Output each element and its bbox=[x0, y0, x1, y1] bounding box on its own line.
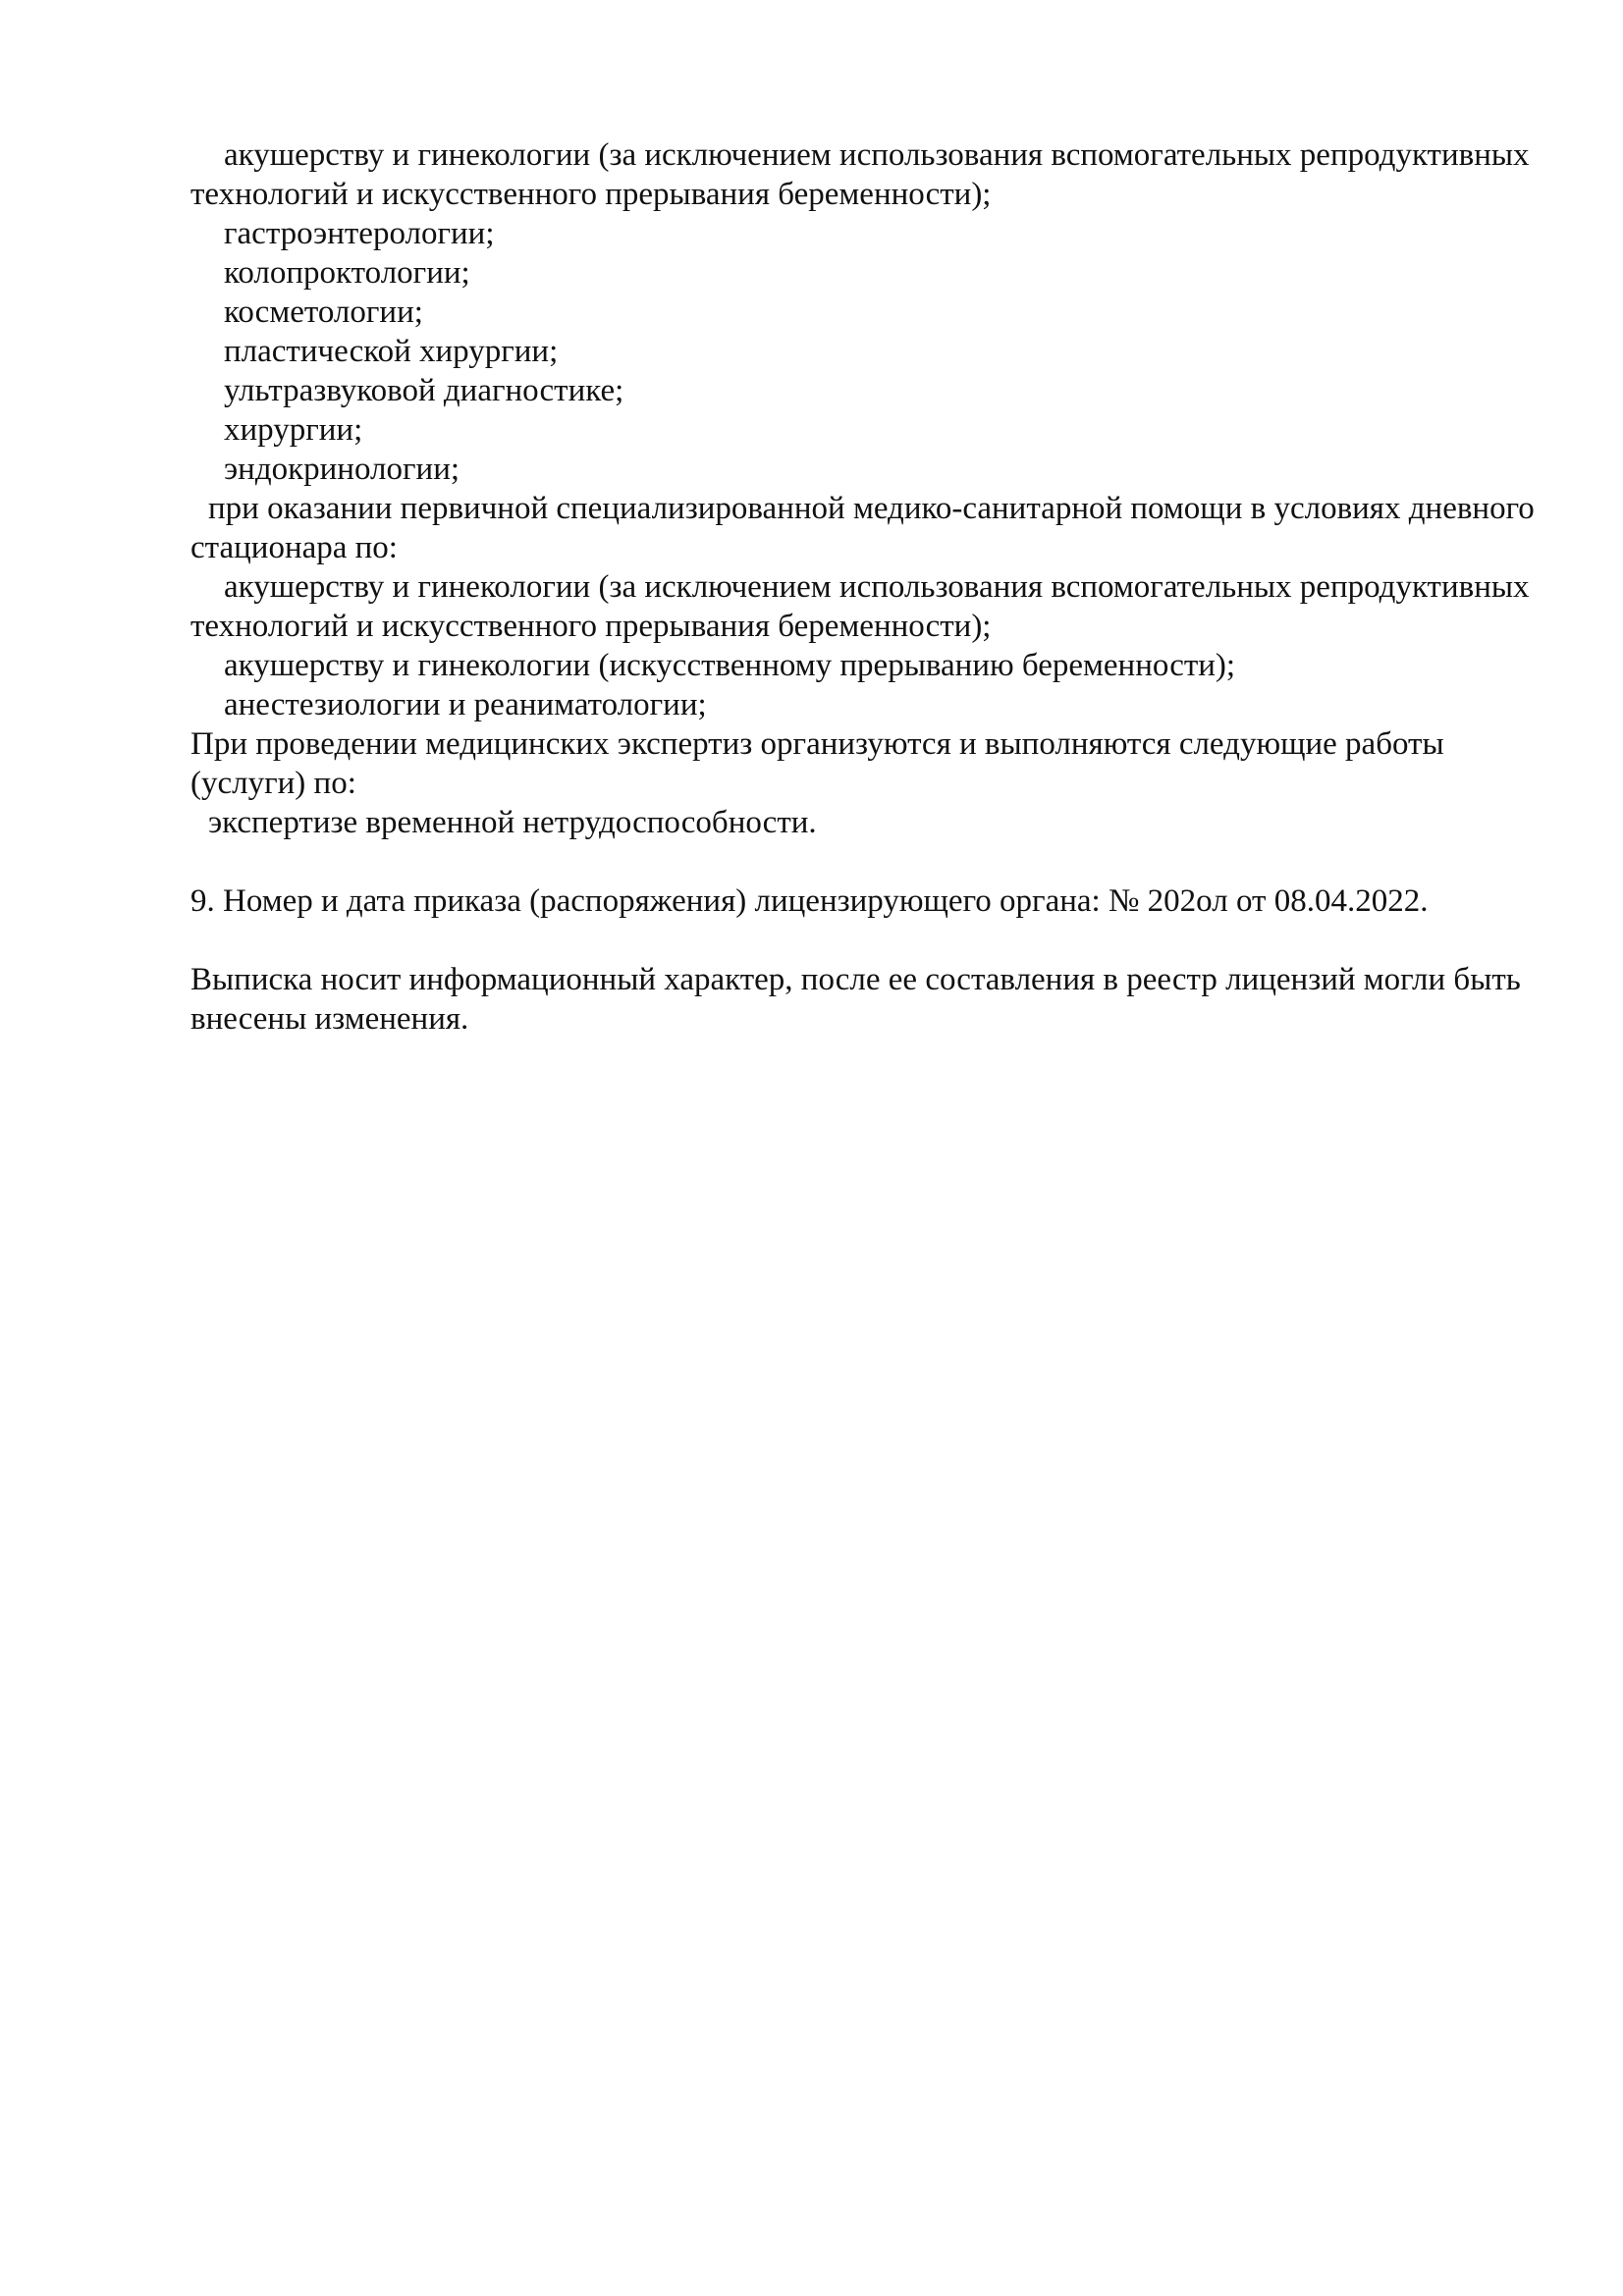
day-hospital-heading-line-1: при оказании первичной специализированной медико-санитарной помощи в условиях дневного bbox=[208, 491, 1535, 526]
expertise-heading-line-1: При проведении медицинских экспертиз организуются и выполняются следующие работы bbox=[190, 726, 1444, 762]
day-hospital-item-obstetrics-line-1: акушерству и гинекологии (за исключением использования вспомогательных репродуктивных bbox=[224, 569, 1530, 605]
document-body bbox=[190, 135, 1545, 1039]
disclaimer-line-2: внесены изменения. bbox=[190, 1001, 469, 1037]
license-item-plastic-surgery: пластической хирургии; bbox=[224, 334, 559, 369]
expertise-heading-line-2: (услуги) по: bbox=[190, 766, 356, 801]
license-item-obstetrics-line-2: технологий и искусственного прерывания беременности); bbox=[190, 177, 992, 212]
license-item-ultrasound: ультразвуковой диагностике; bbox=[224, 373, 624, 408]
license-item-coloproctology: колопроктологии; bbox=[224, 255, 470, 291]
day-hospital-item-obstetrics-line-2: технологий и искусственного прерывания беременности); bbox=[190, 609, 992, 644]
day-hospital-item-abortion: акушерству и гинекологии (искусственному прерыванию беременности); bbox=[224, 648, 1236, 683]
expertise-item-temporary-disability: экспертизе временной нетрудоспособности. bbox=[208, 805, 817, 840]
spacer bbox=[190, 842, 1545, 881]
order-number-date: 9. Номер и дата приказа (распоряжения) лицензирующего органа: № 202ол от 08.04.2022. bbox=[190, 883, 1429, 919]
license-item-gastroenterology: гастроэнтерологии; bbox=[224, 216, 495, 251]
license-item-surgery: хирургии; bbox=[224, 412, 363, 448]
day-hospital-item-anesthesiology: анестезиологии и реаниматологии; bbox=[224, 687, 707, 722]
license-item-cosmetology: косметологии; bbox=[224, 294, 423, 330]
day-hospital-heading-line-2: стационара по: bbox=[190, 530, 398, 565]
license-item-obstetrics-line-1: акушерству и гинекологии (за исключением использования вспомогательных репродуктивных bbox=[224, 137, 1530, 173]
spacer bbox=[190, 921, 1545, 960]
disclaimer-line-1: Выписка носит информационный характер, после ее составления в реестр лицензий могли быть bbox=[190, 962, 1521, 997]
license-item-endocrinology: эндокринологии; bbox=[224, 452, 460, 487]
